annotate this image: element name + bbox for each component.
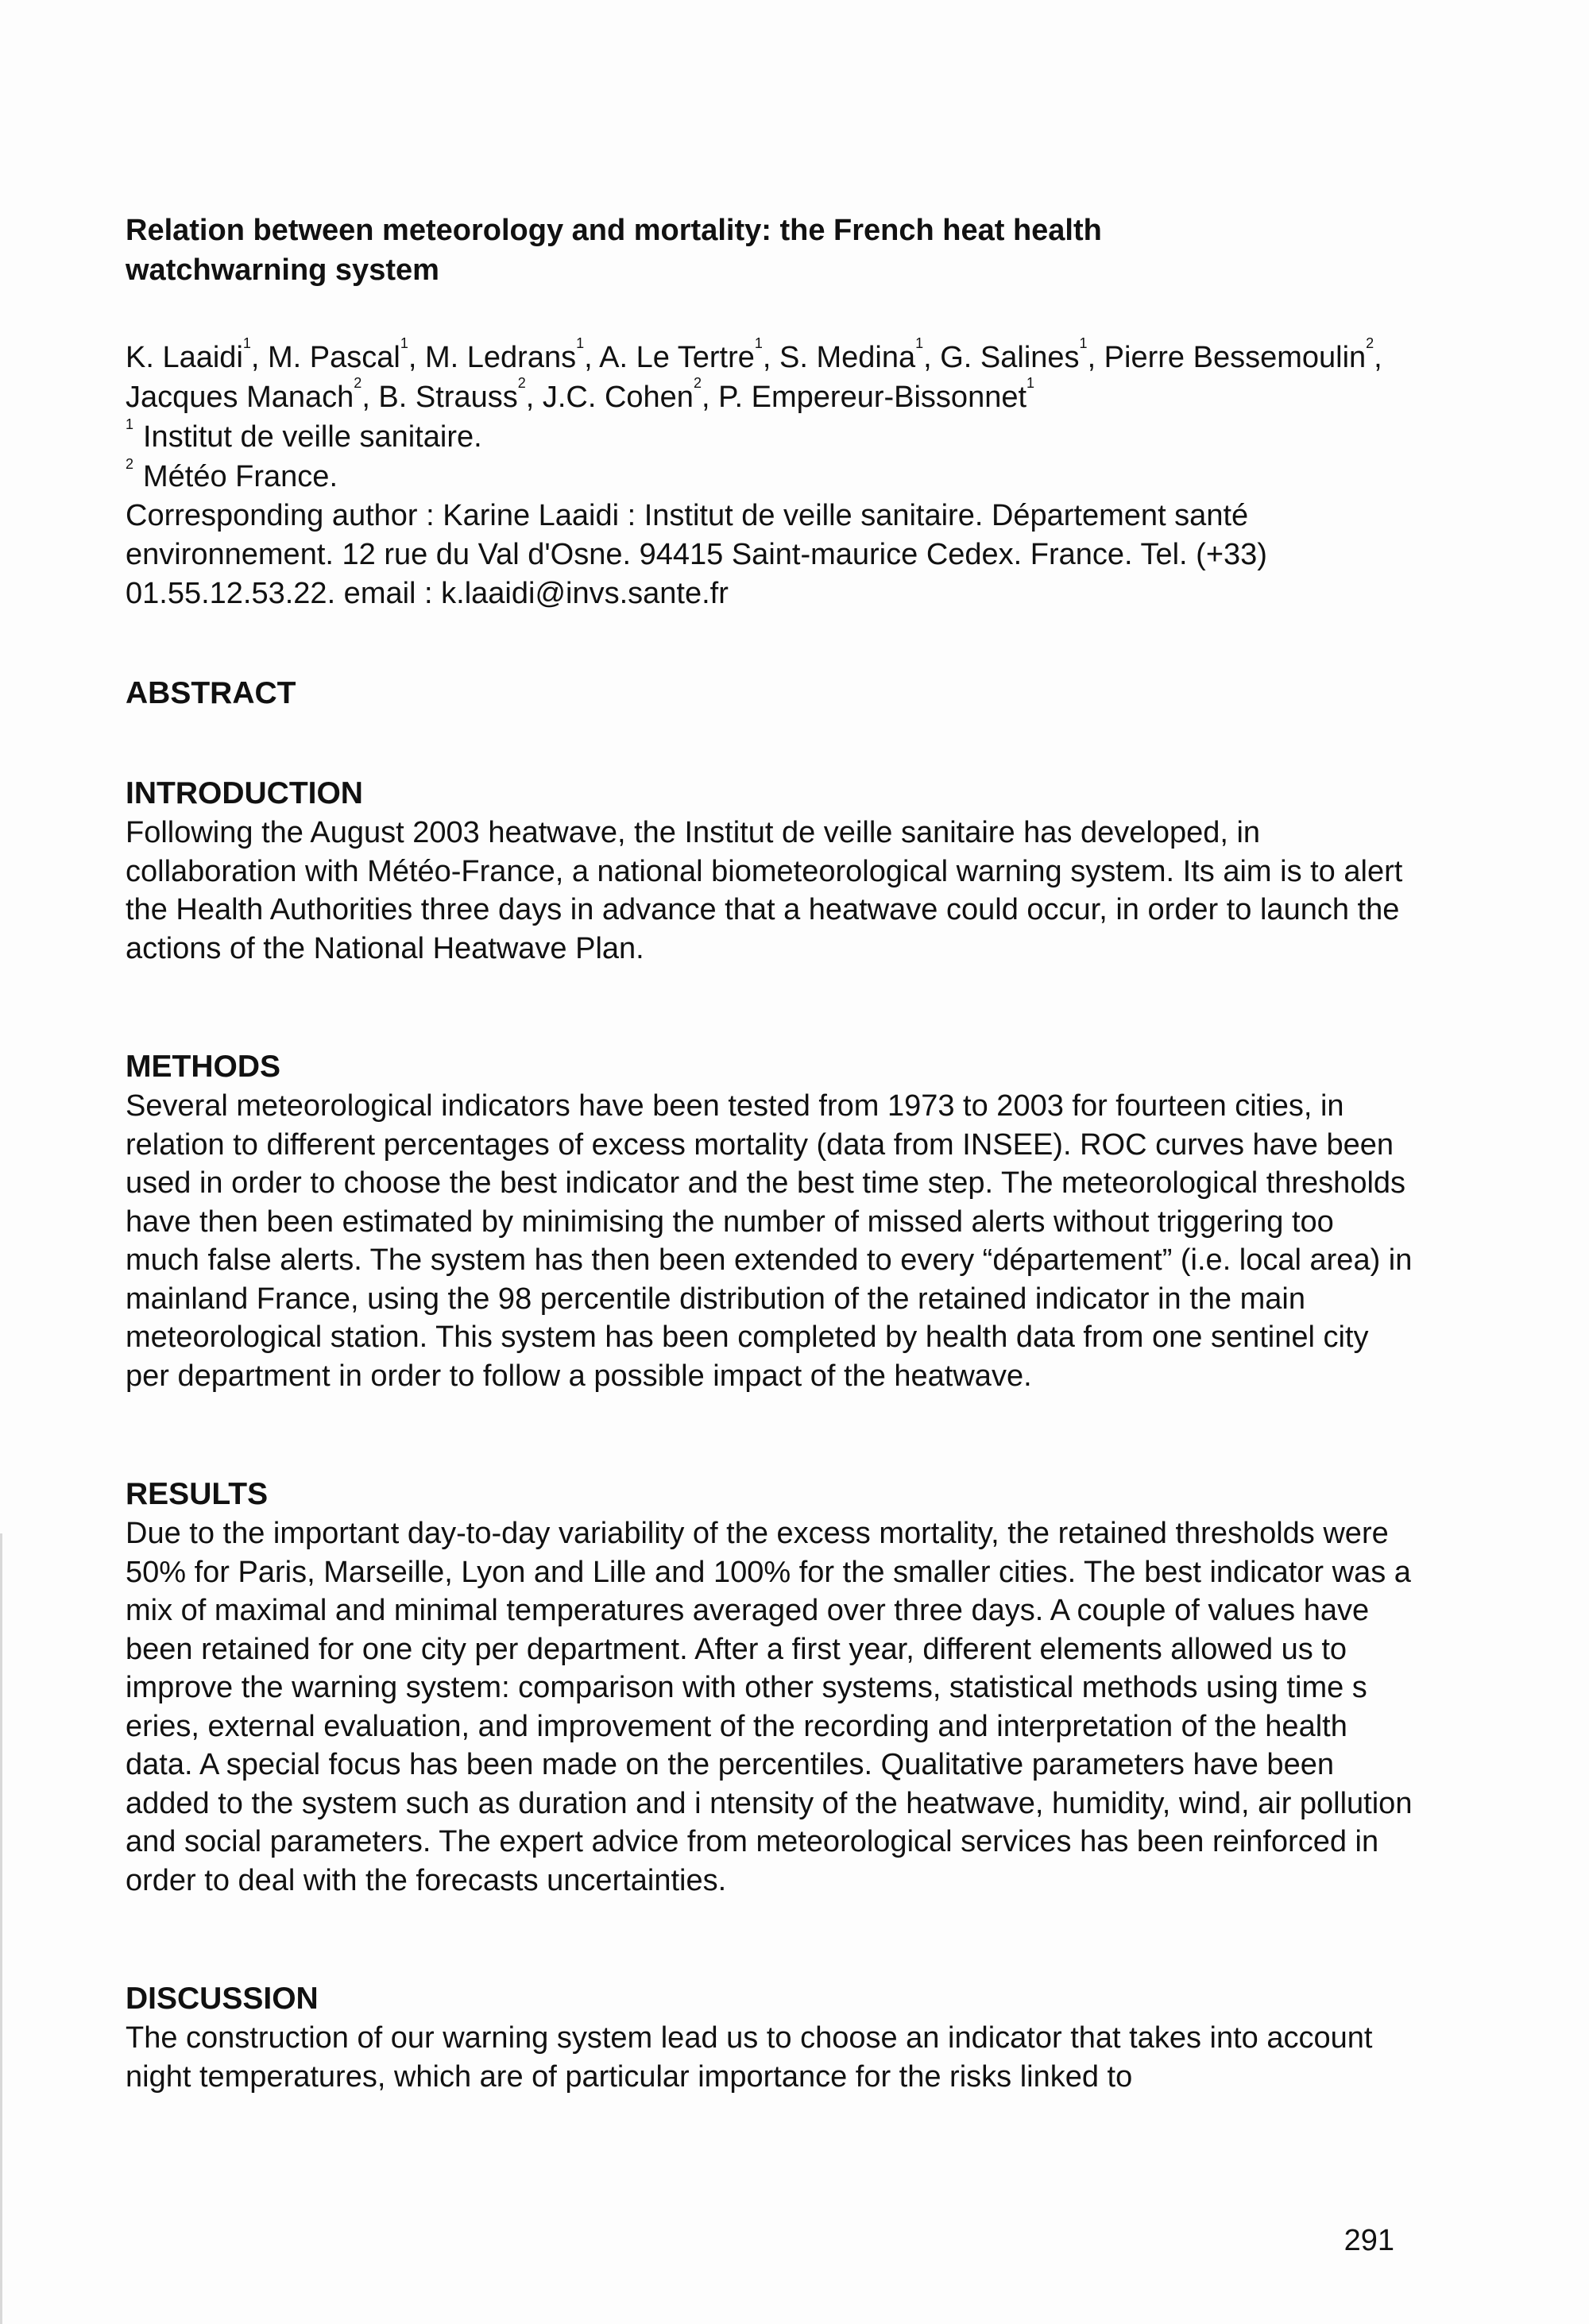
author-affil-marker: 1 [1079, 335, 1088, 351]
introduction-text: Following the August 2003 heatwave, the Institut de veille sanitaire has developed, in collaboration with Météo-France, a national biometeorological warning system. Its aim is to alert the Health Authorities three days in advance that a heatwave could occur, in order to launch the actions of the National Heatwave Plan. [126, 816, 1403, 965]
paper-body [126, 211, 1413, 2096]
author-affil-marker: 2 [1366, 335, 1374, 351]
author-name: , M. Ledrans [408, 341, 577, 374]
section-results [126, 1475, 1413, 1900]
discussion-text: The construction of our warning system lead us to choose an indicator that takes into account night temperatures, which are of particular importance for the risks linked to [126, 2021, 1373, 2094]
section-introduction [126, 774, 1413, 968]
scan-edge-shadow [0, 1533, 2, 2324]
author-affil-marker: 1 [754, 335, 763, 351]
results-heading: RESULTS [126, 1477, 269, 1511]
methods-heading: METHODS [126, 1050, 280, 1084]
section-methods [126, 1047, 1413, 1395]
author-list [126, 335, 1413, 613]
author-name: , B. Strauss [361, 381, 518, 414]
section-discussion [126, 1979, 1413, 2096]
author-affil-marker: 1 [1026, 375, 1035, 391]
author-affil-marker: 1 [915, 335, 924, 351]
author-affil-marker: 1 [400, 335, 408, 351]
paper-title: Relation between meteorology and mortality: the French heat health watchwarning system [126, 214, 1102, 287]
author-name: , Pierre Bessemoulin [1087, 341, 1367, 374]
introduction-heading: INTRODUCTION [126, 776, 363, 810]
affiliation-text: Institut de veille sanitaire. [143, 420, 482, 454]
author-affil-marker: 1 [576, 335, 585, 351]
author-name: , G. Salines [923, 341, 1080, 374]
affiliation-2: 2 Météo France. [126, 456, 338, 493]
author-line [126, 335, 1413, 417]
results-text: Due to the important day-to-day variability of the excess mortality, the retained thresholds were 50% for Paris, Marseille, Lyon and Lille and 100% for the smaller cities. The best indicator was a mix of maximal and minimal temperatures averaged over three days. A couple of values have been retained for one city per department. After a first year, different elements allowed us to improve the warning system: comparison with other systems, statistical methods using time s eries, external evaluation, and improvement of the recording and interpretation of the health data. A special focus has been made on the percentiles. Qualitative parameters have been added to the system such as duration and i ntensity of the heatwave, humidity, wind, air pollution and social parameters. The expert advice from meteorological services has been reinforced in order to deal with the forecasts uncertainties. [126, 1517, 1413, 1897]
page-number: 291 [1343, 2224, 1394, 2257]
author-name: , J.C. Cohen [525, 381, 694, 414]
author-affil-marker: 1 [242, 335, 251, 351]
author-name: , A. Le Tertre [584, 341, 755, 374]
author-affil-marker: 2 [693, 375, 702, 391]
author-affil-marker: 2 [517, 375, 526, 391]
author-name: K. Laaidi [126, 341, 243, 374]
affiliation-text: Météo France. [143, 460, 338, 493]
author-name: , M. Pascal [250, 341, 400, 374]
author-name: , S. Medina [762, 341, 916, 374]
corresponding-author: Corresponding author : Karine Laaidi : Institut de veille sanitaire. Département santé environnement. 12 rue du Val d'Osne. 94415 Saint-maurice Cedex. France. Tel. (+33) 01.55.12.53.22. email : k.laaidi@invs.sante.fr [126, 499, 1267, 610]
author-name: , Jacques Manach [126, 341, 1382, 414]
methods-text: Several meteorological indicators have been tested from 1973 to 2003 for fourteen cities, in relation to different percentages of excess mortality (data from INSEE). ROC curves have been used in order to choose the best indicator and the best time step. The meteorological thresholds have then been estimated by minimising the number of missed alerts without triggering too much false alerts. The system has then been extended to every “département” (i.e. local area) in mainland France, using the 98 percentile distribution of the retained indicator in the main meteorological station. This system has been completed by health data from one sentinel city per department in order to follow a possible impact of the heatwave. [126, 1089, 1413, 1393]
author-name: , P. Empereur-Bissonnet [701, 381, 1027, 414]
discussion-heading: DISCUSSION [126, 1982, 319, 2016]
affiliation-1: 1 Institut de veille sanitaire. [126, 416, 482, 454]
abstract-heading: ABSTRACT [126, 676, 296, 710]
author-affil-marker: 2 [354, 375, 362, 391]
